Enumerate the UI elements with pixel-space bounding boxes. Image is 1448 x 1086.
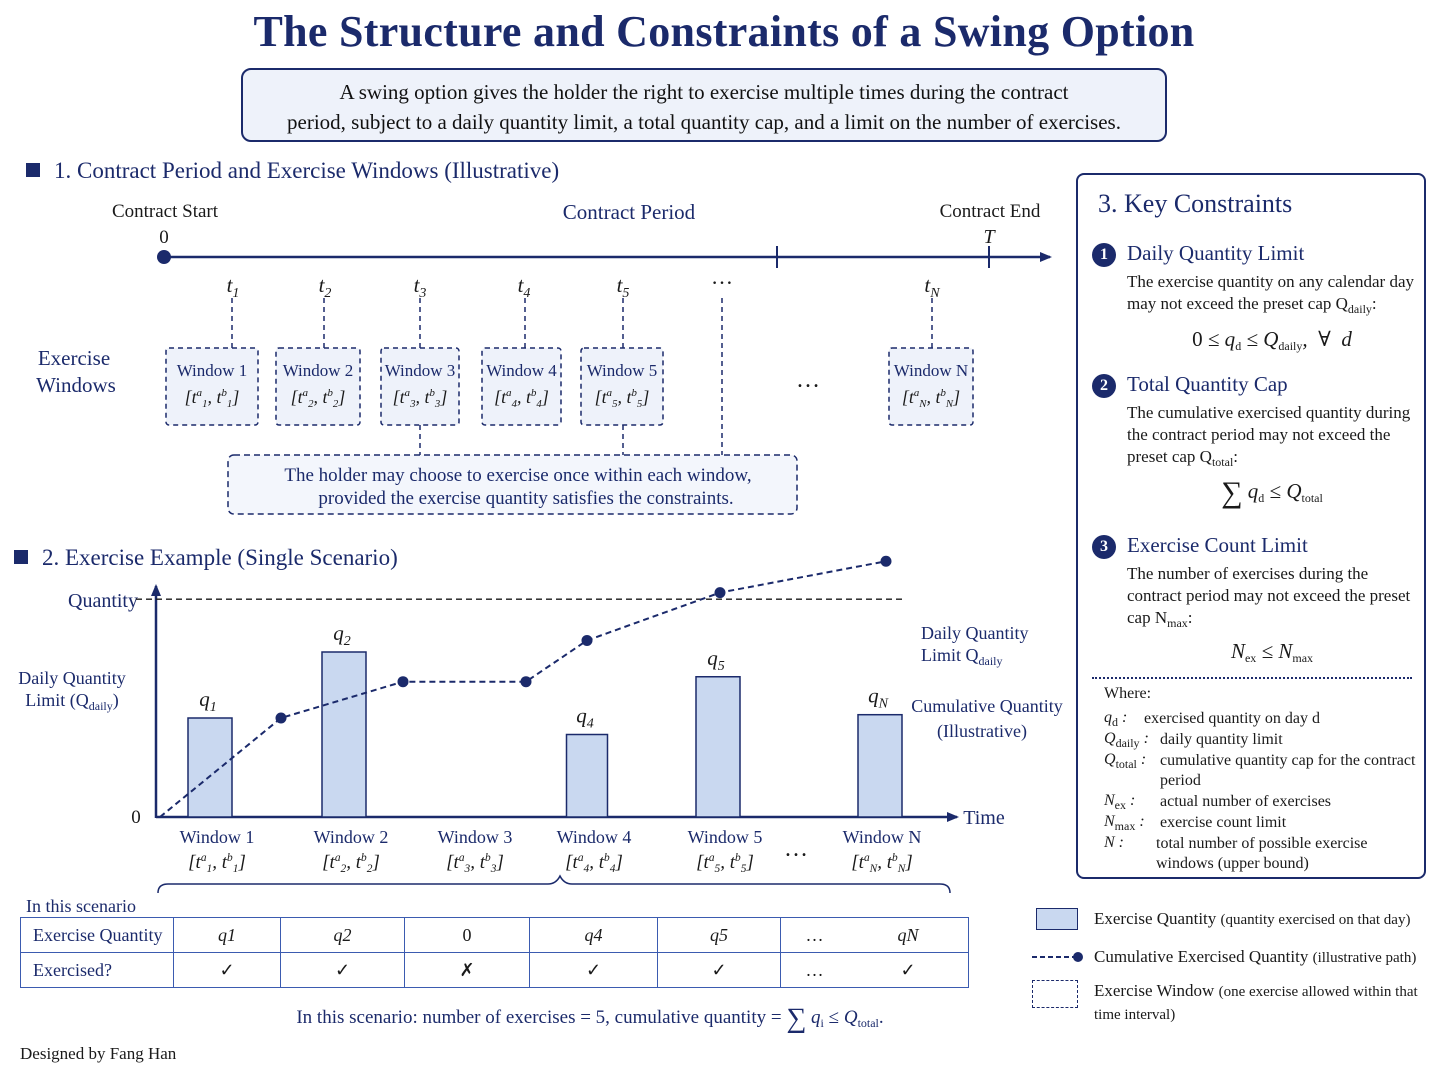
exercise-window-name: Window N — [893, 361, 969, 380]
category-label: Window N — [842, 827, 922, 847]
y-axis-label: Quantity — [68, 590, 138, 612]
total-cap-formula: ∑ $q_d \le Q_{total}$ — [1221, 476, 1323, 509]
constraint-description: The exercise quantity on any calendar day may not exceed the preset cap $Q_{daily}$: — [1127, 272, 1414, 316]
category-label: Window 5 — [687, 827, 763, 847]
check-icon: ✓ — [281, 953, 405, 988]
constraints-divider — [1092, 677, 1412, 679]
category-interval: [$t^a_2$, $t^b_2$] — [322, 852, 380, 875]
definition-row: $N_{max}$ : exercise count limit — [1104, 813, 1287, 833]
category-interval: [$t^a_3$, $t^b_3$] — [446, 852, 504, 875]
definition-row: $Q_{daily}$ : daily quantity limit — [1104, 730, 1283, 750]
table-cell: 0 — [405, 918, 530, 953]
category-label: Window 1 — [179, 827, 255, 847]
category-ellipsis: … — [784, 836, 808, 862]
category-label: Window 2 — [313, 827, 389, 847]
exercise-window-interval: [$t^a_4$, $t^b_4$] — [494, 387, 549, 410]
exercise-quantity-bar — [696, 677, 740, 817]
time-point-t2: $t_2$ — [318, 273, 332, 301]
table-cell: … — [781, 953, 849, 988]
constraint-description: The number of exercises during the contract period may not exceed the preset cap $N_{max}$: — [1127, 564, 1411, 630]
bar-value-label: $q_1$ — [199, 687, 217, 715]
contract-period-label: Contract Period — [562, 200, 696, 224]
scenario-label: In this scenario — [26, 896, 136, 916]
time-point-t5: $t_5$ — [616, 273, 630, 301]
daily-limit-left-line1: Daily Quantity — [18, 668, 126, 688]
exercise-window-name: Window 1 — [176, 361, 248, 380]
table-cell: … — [781, 918, 849, 953]
bar-series — [188, 621, 902, 817]
window-boxes — [166, 348, 973, 425]
exercise-windows-label-line2: Windows — [36, 373, 116, 397]
bar-value-label: $q_5$ — [707, 645, 725, 674]
check-icon: ✓ — [658, 953, 781, 988]
bar-value-label: $q_2$ — [333, 621, 351, 649]
contract-start-label: Contract Start — [111, 201, 219, 222]
exercise-quantity-bar — [567, 735, 608, 818]
time-point-t1: $t_1$ — [226, 273, 240, 301]
time-point-t3: $t_3$ — [413, 273, 427, 301]
category-interval: [$t^a_4$, $t^b_4$] — [565, 852, 623, 875]
table-cell: qN — [848, 918, 969, 953]
count-limit-formula: $N_{ex} \le N_{max}$ — [1230, 639, 1314, 665]
exercise-window-name: Window 4 — [486, 361, 557, 380]
table-cell: q4 — [530, 918, 658, 953]
definition-row: $Q_{total}$ : cumulative quantity cap for the contract period — [1104, 751, 1416, 789]
cumulative-label-line2: (Illustrative) — [937, 721, 1027, 741]
table-cell: q2 — [281, 918, 405, 953]
legend-item-bar: Exercise Quantity (quantity exercised on that day) — [1030, 908, 1440, 932]
intro-line-1: A swing option gives the holder the right to exercise multiple times during the contract — [339, 80, 1069, 104]
dashed-line-dot-icon — [1030, 946, 1086, 968]
exercise-window-interval: [$t^a_1$, $t^b_1$] — [184, 387, 240, 410]
cumulative-label-line1: Cumulative Quantity — [911, 696, 1063, 716]
scenario-summary: In this scenario: number of exercises = 5, cumulative quantity = ∑ $q_i \le Q_{total}$. — [296, 1003, 884, 1034]
legend-item-line: Cumulative Exercised Quantity (illustrative path) — [1030, 946, 1440, 970]
x-axis-label: Time — [963, 807, 1005, 829]
scenario-brace — [158, 876, 950, 893]
designer-credit: Designed by Fang Han — [20, 1044, 177, 1063]
cumulative-point — [521, 676, 532, 687]
contract-start-value: 0 — [159, 227, 169, 248]
cumulative-point — [881, 556, 892, 567]
row-header: Exercised? — [21, 953, 174, 988]
cumulative-point — [715, 587, 726, 598]
exercise-quantity-bar — [322, 652, 366, 817]
cumulative-point — [582, 635, 593, 646]
bar-value-label: $q_N$ — [868, 683, 888, 712]
constraint-heading: Total Quantity Cap — [1127, 372, 1288, 396]
contract-end-label: Contract End — [939, 201, 1041, 222]
legend-item-window: Exercise Window (one exercise allowed within that time interval) — [1030, 980, 1440, 1024]
constraint-heading: Exercise Count Limit — [1127, 533, 1308, 557]
section-2-title: 2. Exercise Example (Single Scenario) — [42, 545, 398, 570]
category-interval: [$t^a_1$, $t^b_1$] — [188, 852, 246, 875]
daily-limit-right-line2: Limit $Q_{daily}$ — [921, 645, 1003, 668]
constraint-description: The cumulative exercised quantity during the contract period may not exceed the preset cap $Q_{total}$: — [1127, 403, 1411, 469]
daily-limit-left-line2: Limit $(Q_{daily})$ — [25, 690, 119, 713]
category-interval: [$t^a_N$, $t^b_N$] — [851, 852, 913, 875]
constraint-number-badge: 3 — [1092, 535, 1116, 559]
key-constraints-panel — [1076, 173, 1426, 879]
window-ellipsis: … — [796, 367, 820, 393]
check-icon: ✓ — [174, 953, 281, 988]
exercise-note-line2: provided the exercise quantity satisfies the constraints. — [318, 488, 734, 509]
constraint-heading: Daily Quantity Limit — [1127, 241, 1305, 265]
cumulative-series — [160, 556, 892, 817]
where-label: Where: — [1104, 685, 1152, 702]
exercise-window-name: Window 5 — [586, 361, 658, 380]
exercise-note-line1: The holder may choose to exercise once within each window, — [284, 465, 752, 486]
constraint-number-badge: 1 — [1092, 243, 1116, 267]
daily-limit-right-line1: Daily Quantity — [921, 623, 1029, 643]
contract-end-value: T — [983, 226, 995, 248]
time-point-ellipsis: … — [711, 264, 733, 289]
timeline-start-dot — [157, 250, 171, 264]
table-row — [21, 918, 969, 953]
exercise-quantity-bar — [858, 715, 902, 817]
exercise-window-interval: [$t^a_3$, $t^b_3$] — [392, 387, 448, 410]
exercise-window-name: Window 3 — [384, 361, 456, 380]
time-point-t4: $t_4$ — [517, 273, 531, 301]
row-header: Exercise Quantity — [21, 918, 174, 953]
definition-row: $q_d$ : exercised quantity on day d — [1104, 709, 1320, 729]
constraint-number-badge: 2 — [1092, 374, 1116, 398]
exercise-window-interval: [$t^a_5$, $t^b_5$] — [594, 387, 650, 410]
table-cell: q5 — [658, 918, 781, 953]
time-point-tN: $t_N$ — [924, 273, 940, 301]
category-label: Window 3 — [437, 827, 513, 847]
bar-swatch-icon — [1036, 908, 1078, 930]
definition-row: $N_{ex}$ : actual number of exercises — [1104, 792, 1332, 812]
cumulative-point — [398, 676, 409, 687]
cross-icon: ✗ — [405, 953, 530, 988]
origin-label: 0 — [131, 807, 141, 828]
exercise-window-interval: [$t^a_2$, $t^b_2$] — [290, 387, 346, 410]
bar-value-label: $q_4$ — [576, 703, 594, 732]
daily-limit-formula: $0 \le q_d \le Q_{daily}$, ∀ d — [1192, 327, 1352, 353]
where-definitions — [1104, 685, 1424, 875]
exercise-window-name: Window 2 — [282, 361, 354, 380]
cumulative-point — [276, 713, 287, 724]
page-title: The Structure and Constraints of a Swing Option — [253, 7, 1195, 56]
intro-line-2: period, subject to a daily quantity limit, a total quantity cap, and a limit on the number of exercises. — [287, 110, 1121, 134]
table-cell: q1 — [174, 918, 281, 953]
exercise-windows-label-line1: Exercise — [37, 346, 111, 370]
exercise-quantity-bar — [188, 718, 232, 817]
check-icon: ✓ — [848, 953, 969, 988]
scenario-table — [20, 917, 969, 988]
table-row — [21, 953, 969, 988]
x-category-labels — [180, 827, 922, 875]
definition-row: N : total number of possible exercise windows (upper bound) — [1104, 834, 1368, 872]
exercise-window-interval: [$t^a_N$, $t^b_N$] — [901, 387, 961, 410]
section-1-title: 1. Contract Period and Exercise Windows (Illustrative) — [54, 158, 560, 183]
category-interval: [$t^a_5$, $t^b_5$] — [696, 852, 754, 875]
check-icon: ✓ — [530, 953, 658, 988]
constraints-title: 3. Key Constraints — [1098, 189, 1293, 218]
category-label: Window 4 — [556, 827, 632, 847]
